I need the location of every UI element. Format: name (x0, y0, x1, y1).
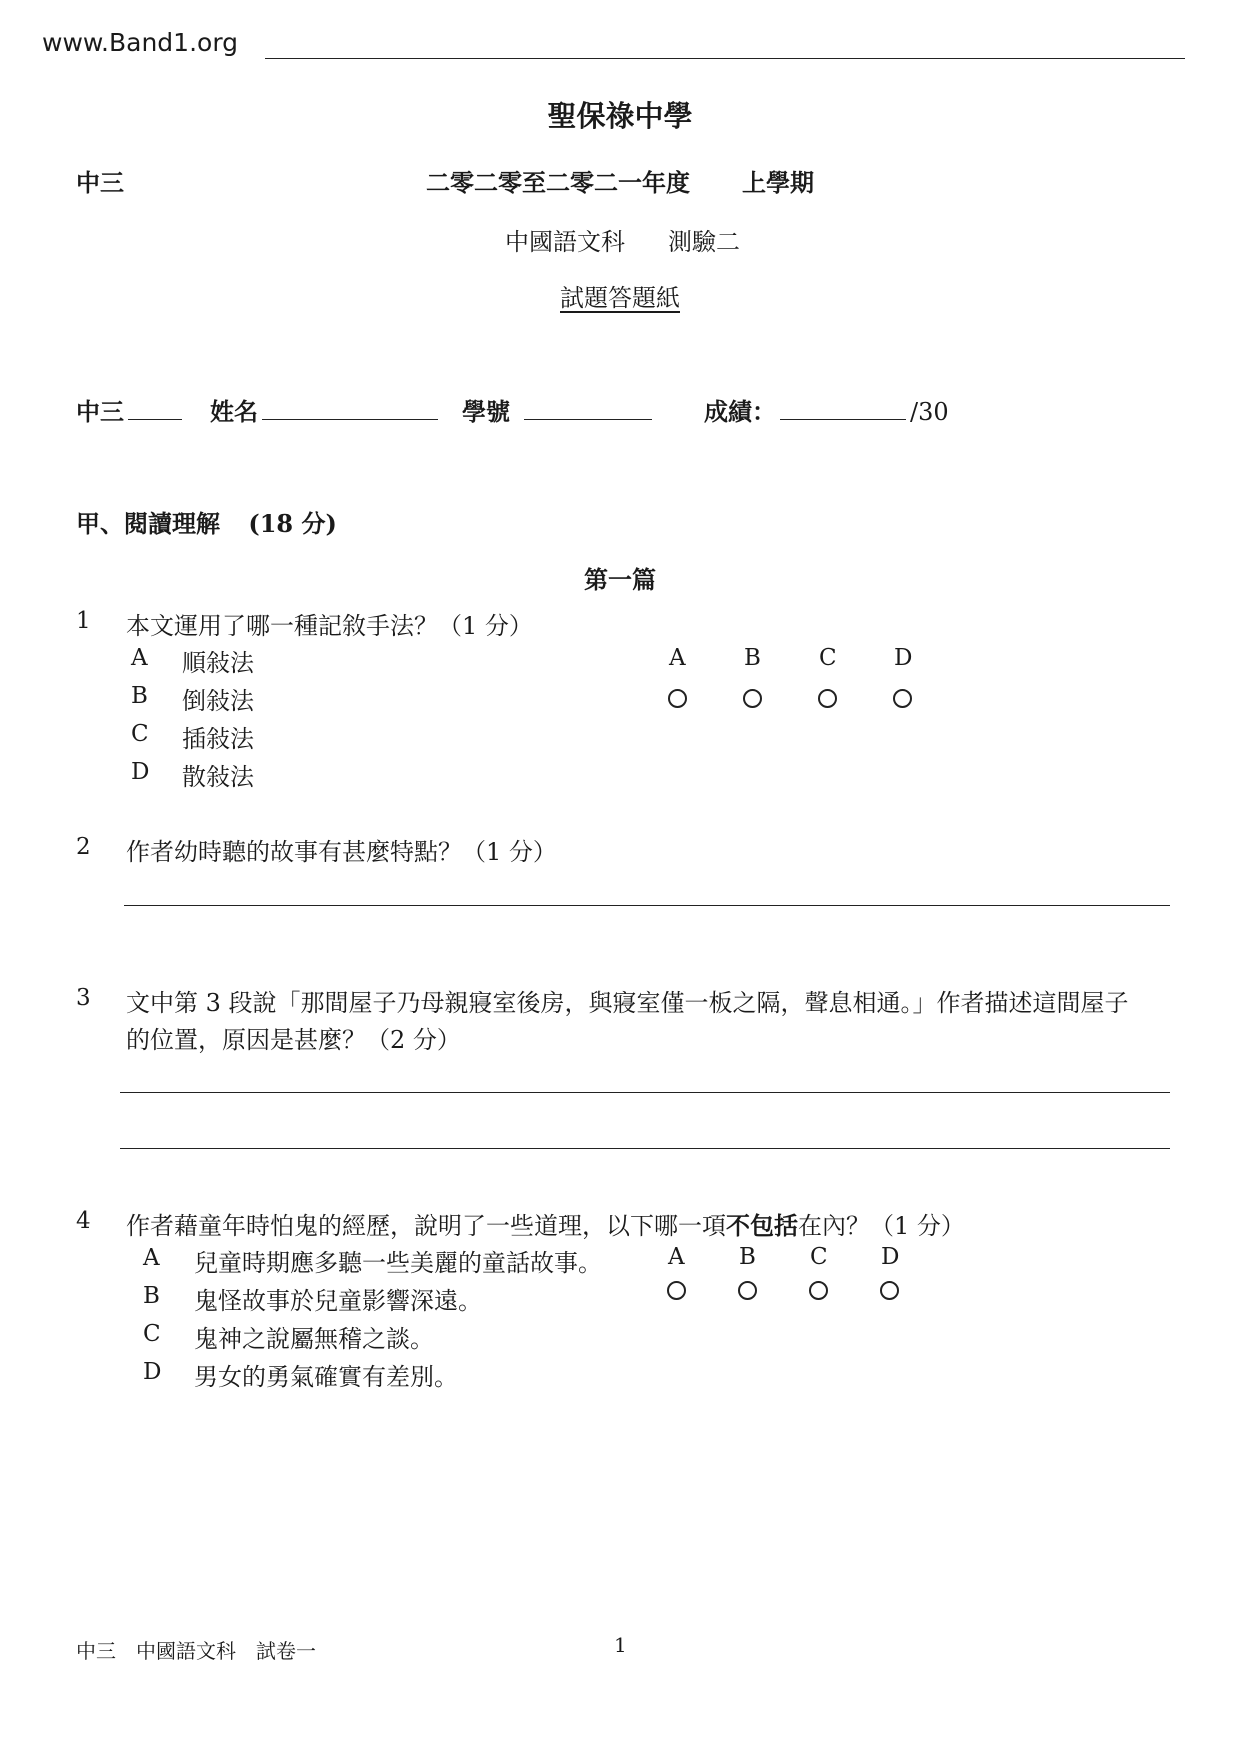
number-label: 學號 (462, 397, 510, 426)
header-rule (265, 58, 1185, 59)
class-blank[interactable] (128, 397, 182, 420)
name-field (210, 392, 442, 427)
test-label: 測驗二 (668, 228, 740, 256)
q2-answer-line[interactable] (124, 905, 1170, 906)
site-url[interactable]: www.Band1.org (42, 28, 239, 57)
school-year: 二零二零至二零二一年度 (426, 168, 690, 197)
question-4-text (126, 1206, 965, 1241)
section-title (76, 504, 337, 539)
q1-choice-c-label: C (819, 645, 837, 671)
q4-option-a-text: 兒童時期應多聽一些美麗的童話故事。 (194, 1249, 602, 1277)
q4-option-b-letter: B (143, 1283, 160, 1309)
term-label: 上學期 (742, 168, 814, 197)
question-4-number: 4 (76, 1208, 91, 1234)
q3-answer-line-1[interactable] (120, 1092, 1170, 1093)
q4-option-a-letter: A (143, 1245, 160, 1271)
q1-bubble-d[interactable] (893, 689, 912, 708)
q4-bubble-b[interactable] (738, 1281, 757, 1300)
q4-choice-a-label: A (668, 1244, 685, 1270)
q4-option-d-letter: D (143, 1359, 162, 1385)
question-3-number: 3 (76, 985, 91, 1011)
class-field (76, 392, 186, 427)
section-marks: (18 分) (248, 509, 337, 538)
score-field (704, 392, 949, 427)
form-label: 中三 (76, 168, 124, 197)
number-blank[interactable] (524, 397, 652, 420)
q4-option-c-letter: C (143, 1321, 161, 1347)
q1-choice-d-label: D (894, 645, 913, 671)
q1-option-d-text: 散敍法 (182, 763, 254, 791)
paper-type-text: 試題答題紙 (560, 284, 680, 312)
question-1-text: 本文運用了哪一種記敘手法？（1 分） (126, 612, 533, 640)
q1-choice-b-label: B (744, 645, 761, 671)
q1-option-a-text: 順敍法 (182, 649, 254, 677)
q1-option-b-text: 倒敍法 (182, 687, 254, 715)
footer-label: 中三 中國語文科 試卷一 (76, 1639, 316, 1663)
q1-choice-a-label: A (669, 645, 686, 671)
question-4-text-before: 作者藉童年時怕鬼的經歷，說明了一些道理，以下哪一項 (126, 1212, 726, 1240)
q3-answer-line-2[interactable] (120, 1148, 1170, 1149)
question-3-text-line-1: 文中第 3 段說「那間屋子乃母親寢室後房，與寢室僅一板之隔，聲息相通。」作者描述這間屋子 (126, 989, 1129, 1017)
number-field (462, 392, 656, 427)
page-number: 1 (614, 1633, 627, 1657)
score-blank[interactable] (780, 397, 906, 420)
q4-bubble-c[interactable] (809, 1281, 828, 1300)
q1-option-d-letter: D (131, 759, 150, 785)
q1-bubble-a[interactable] (668, 689, 687, 708)
score-label: 成績： (704, 397, 776, 426)
q1-option-c-text: 插敍法 (182, 725, 254, 753)
q4-choice-c-label: C (810, 1244, 828, 1270)
name-blank[interactable] (262, 397, 438, 420)
q1-bubble-b[interactable] (743, 689, 762, 708)
question-1-number: 1 (76, 608, 91, 634)
q1-option-b-letter: B (131, 683, 148, 709)
q4-choice-b-label: B (739, 1244, 756, 1270)
section-title-text: 甲、閱讀理解 (76, 509, 220, 538)
class-label: 中三 (76, 397, 124, 426)
school-title: 聖保祿中學 (547, 99, 693, 133)
q1-option-a-letter: A (131, 645, 148, 671)
q1-option-c-letter: C (131, 721, 149, 747)
question-2-text: 作者幼時聽的故事有甚麼特點？（1 分） (126, 838, 557, 866)
passage-title: 第一篇 (584, 565, 656, 594)
question-2-number: 2 (76, 834, 91, 860)
question-3-text-line-2: 的位置，原因是甚麼？（2 分） (126, 1026, 461, 1054)
q1-bubble-c[interactable] (818, 689, 837, 708)
q4-option-d-text: 男女的勇氣確實有差別。 (194, 1363, 458, 1391)
score-total: /30 (910, 398, 949, 426)
question-4-text-after: 在內？（1 分） (798, 1212, 965, 1240)
paper-type (0, 278, 1240, 313)
subject-label: 中國語文科 (505, 228, 625, 256)
q4-choice-d-label: D (881, 1244, 900, 1270)
question-4-emphasis: 不包括 (726, 1212, 798, 1240)
q4-option-b-text: 鬼怪故事於兒童影響深遠。 (194, 1287, 482, 1315)
q4-option-c-text: 鬼神之說屬無稽之談。 (194, 1325, 434, 1353)
name-label: 姓名 (210, 397, 258, 426)
q4-bubble-a[interactable] (667, 1281, 686, 1300)
q4-bubble-d[interactable] (880, 1281, 899, 1300)
